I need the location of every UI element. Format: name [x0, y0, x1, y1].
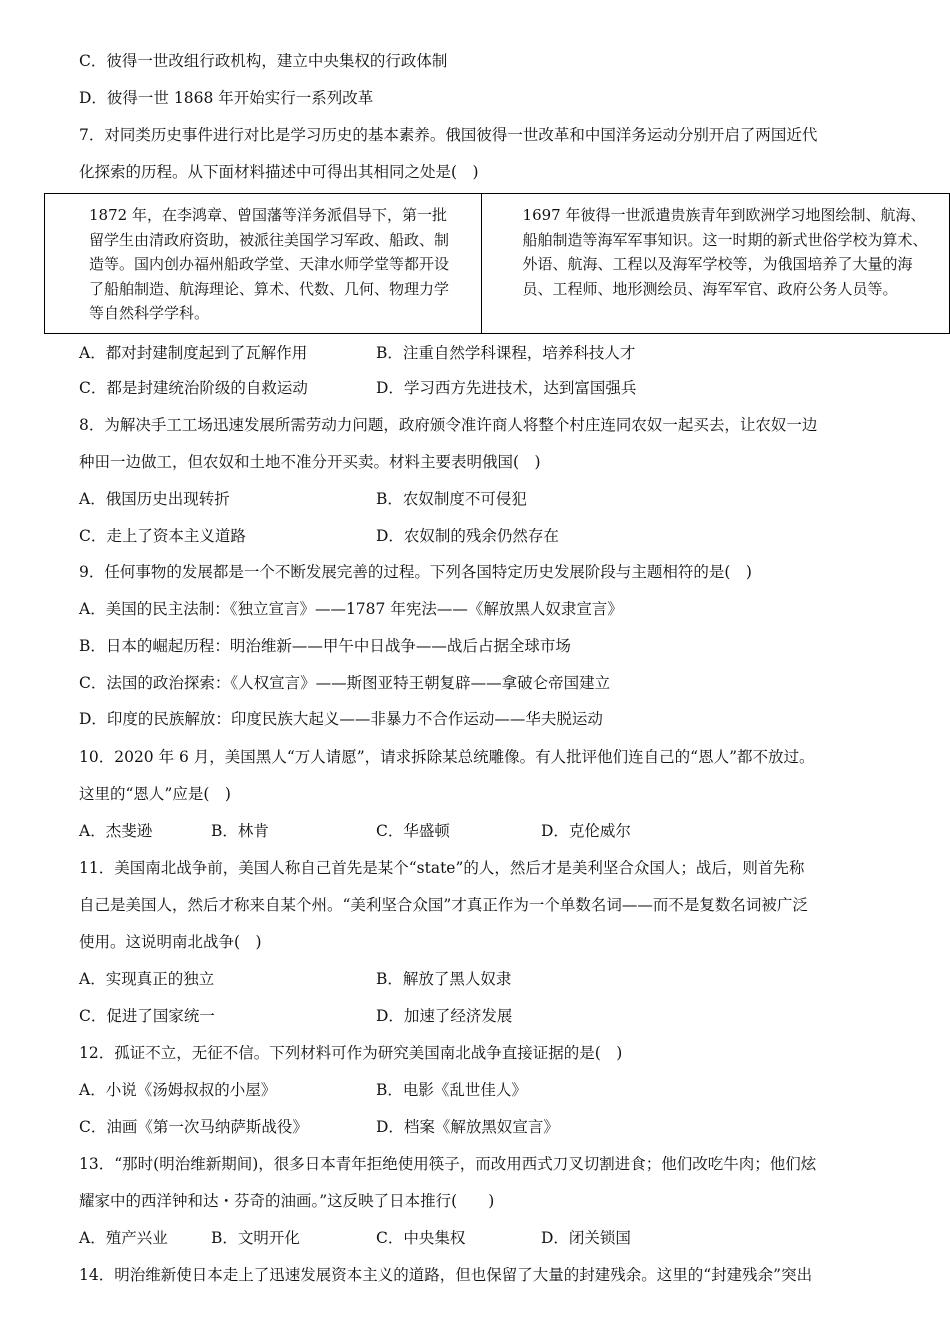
q7-option-d: D．学习西方先进技术，达到富国强兵: [376, 379, 637, 397]
q7-option-c: C．都是封建统治阶级的自救运动: [79, 379, 308, 397]
question-8-stem-line1: 8．为解决手工工场迅速发展所需劳动力问题，政府颁令准许商人将整个村庄连同农奴一起买去，让农奴一边: [79, 416, 818, 434]
q12-option-c: C．油画《第一次马纳萨斯战役》: [79, 1118, 308, 1136]
q13-option-d: D．闭关锁国: [541, 1229, 631, 1247]
q12-option-a: A．小说《汤姆叔叔的小屋》: [79, 1081, 277, 1099]
q11-option-d: D．加速了经济发展: [376, 1007, 513, 1025]
question-11-stem-line1: 11．美国南北战争前，美国人称自己首先是某个“state”的人，然后才是美利坚合众国人；战后，则首先称: [79, 859, 805, 877]
q10-option-a: A．杰斐逊: [79, 822, 153, 840]
q13-option-a: A．殖产兴业: [79, 1229, 168, 1247]
q11-option-c: C．促进了国家统一: [79, 1007, 215, 1025]
question-14-stem: 14．明治维新使日本走上了迅速发展资本主义的道路，但也保留了大量的封建残余。这里的“封建残余”突出: [79, 1266, 813, 1284]
q13-option-c: C．中央集权: [376, 1229, 466, 1247]
q8-option-c: C．走上了资本主义道路: [79, 527, 246, 545]
q9-option-c: C．法国的政治探索：《人权宣言》——斯图亚特王朝复辟——拿破仑帝国建立: [79, 674, 611, 692]
option-d-previous: D．彼得一世 1868 年开始实行一系列改革: [79, 89, 374, 107]
question-13-stem-line1: 13．“那时(明治维新期间)，很多日本青年拒绝使用筷子，而改用西式刀叉切割进食；他们改吃牛肉；他们炫: [79, 1155, 817, 1173]
q11-option-a: A．实现真正的独立: [79, 970, 215, 988]
question-11-stem-line3: 使用。这说明南北战争( ): [79, 933, 262, 951]
question-12-stem: 12．孤证不立，无征不信。下列材料可作为研究美国南北战争直接证据的是( ): [79, 1044, 623, 1062]
q13-option-b: B．文明开化: [211, 1229, 300, 1247]
question-7-stem-line2: 化探索的历程。从下面材料描述中可得出其相同之处是( ): [79, 163, 479, 181]
q8-option-d: D．农奴制的残余仍然存在: [376, 527, 559, 545]
q12-option-b: B．电影《乱世佳人》: [376, 1081, 527, 1099]
q8-option-a: A．俄国历史出现转折: [79, 490, 230, 508]
q9-option-d: D．印度的民族解放：印度民族大起义——非暴力不合作运动——华夫脱运动: [79, 710, 603, 728]
option-c-previous: C．彼得一世改组行政机构，建立中央集权的行政体制: [79, 52, 448, 70]
q7-option-a: A．都对封建制度起到了瓦解作用: [79, 344, 308, 362]
table-cell-russia: 1697 年彼得一世派遣贵族青年到欧洲学习地图绘制、航海、船舶制造等海军军事知识。这一时期的新式世俗学校为算术、外语、航海、工程以及海军学校等，为俄国培养了大量的海员、工程师、地形测绘员、海军军官、政府公务人员等。: [522, 206, 928, 298]
question-8-stem-line2: 种田一边做工，但农奴和土地不准分开买卖。材料主要表明俄国( ): [79, 453, 541, 471]
question-11-stem-line2: 自己是美国人，然后才称来自某个州。“美利坚合众国”才真正作为一个单数名词——而不是复数名词被广泛: [79, 896, 808, 914]
q10-option-d: D．克伦威尔: [541, 822, 631, 840]
comparison-table: [44, 193, 950, 334]
q9-option-a: A．美国的民主法制：《独立宣言》——1787 年宪法——《解放黑人奴隶宣言》: [79, 600, 623, 618]
question-9-stem: 9．任何事物的发展都是一个不断发展完善的过程。下列各国特定历史发展阶段与主题相符的是( ): [79, 563, 752, 581]
question-7-stem-line1: 7．对同类历史事件进行对比是学习历史的基本素养。俄国彼得一世改革和中国洋务运动分别开启了两国近代: [79, 126, 818, 144]
question-10-stem-line2: 这里的“恩人”应是( ): [79, 785, 231, 803]
q12-option-d: D．档案《解放黑奴宣言》: [376, 1118, 559, 1136]
q9-option-b: B．日本的崛起历程：明治维新——甲午中日战争——战后占据全球市场: [79, 637, 571, 655]
q10-option-b: B．林肯: [211, 822, 269, 840]
q11-option-b: B．解放了黑人奴隶: [376, 970, 512, 988]
table-cell-china: 1872 年，在李鸿章、曾国藩等洋务派倡导下，第一批留学生由清政府资助，被派往美国学习军政、船政、制造等。国内创办福州船政学堂、天津水师学堂等都开设了船舶制造、航海理论、算术、代数、几何、物理力学等自然科学学科。: [45, 194, 482, 333]
q10-option-c: C．华盛顿: [376, 822, 450, 840]
question-10-stem-line1: 10．2020 年 6 月，美国黑人“万人请愿”，请求拆除某总统雕像。有人批评他们连自己的“恩人”都不放过。: [79, 748, 815, 766]
q7-option-b: B．注重自然学科课程，培养科技人才: [376, 344, 636, 362]
q8-option-b: B．农奴制度不可侵犯: [376, 490, 527, 508]
question-13-stem-line2: 耀家中的西洋钟和达・芬奇的油画。”这反映了日本推行( ): [79, 1192, 495, 1210]
